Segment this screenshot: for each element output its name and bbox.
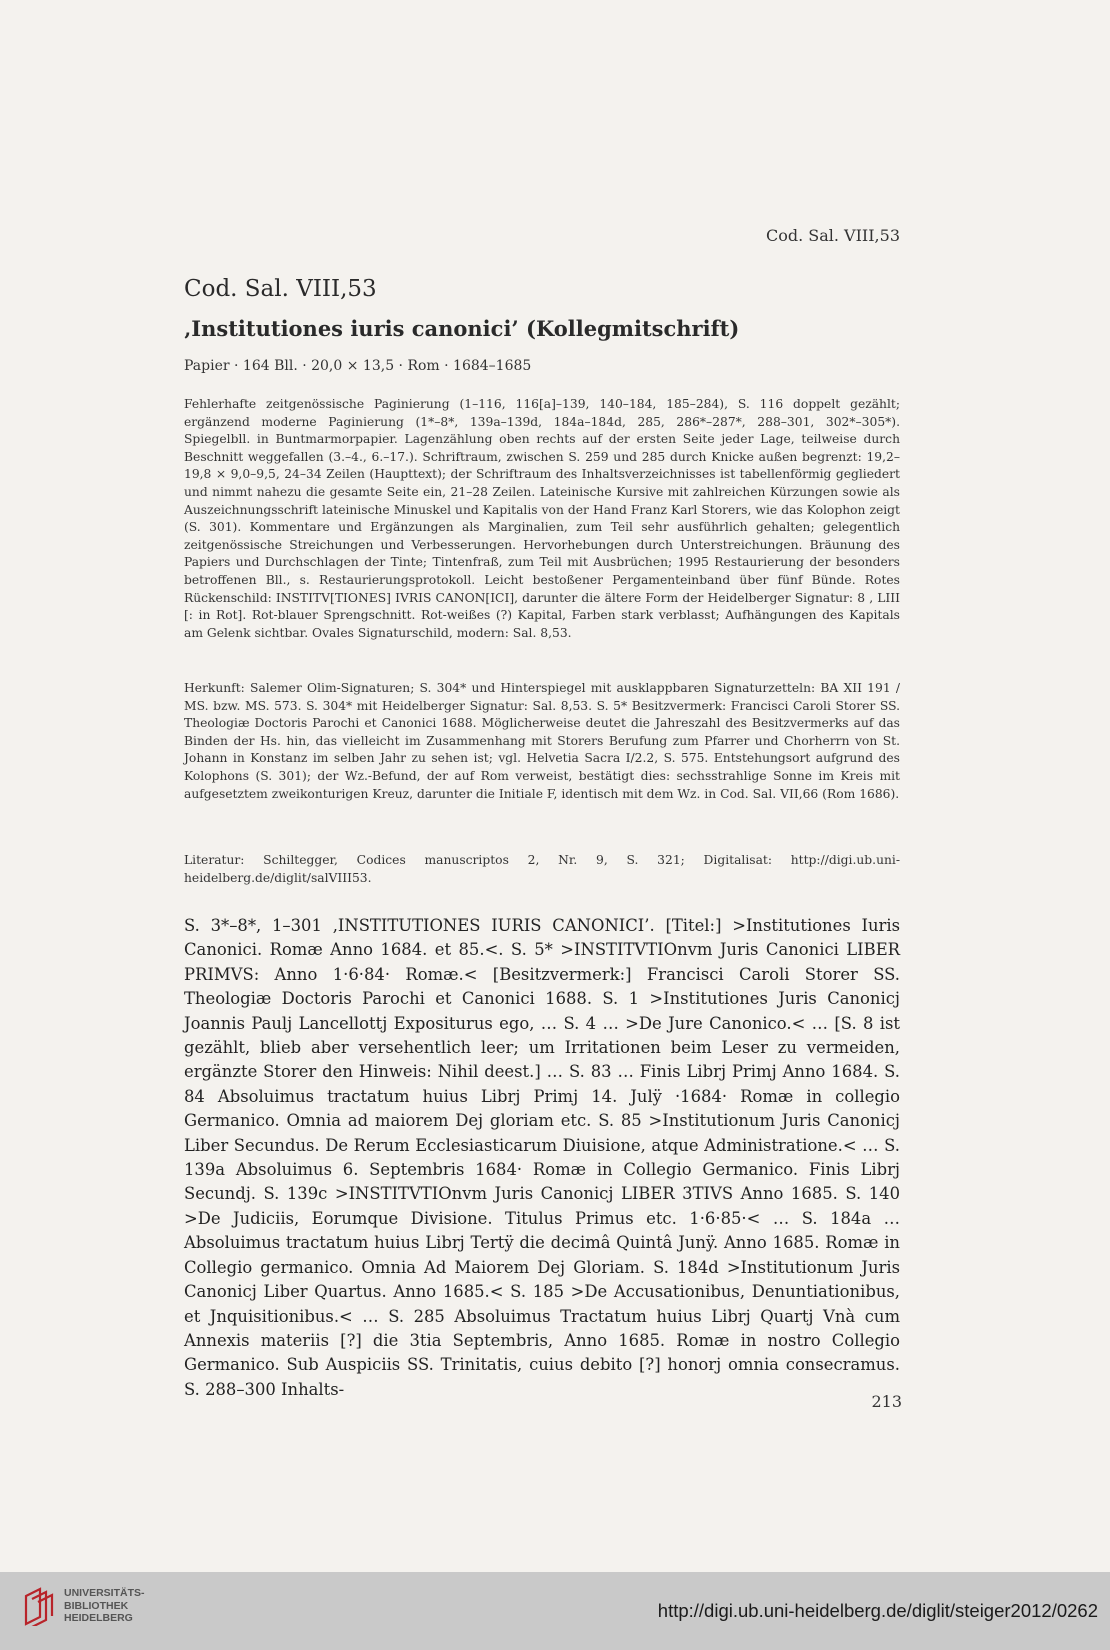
physical-description: Papier · 164 Bll. · 20,0 × 13,5 · Rom · 1684–1685 [184,358,532,374]
manuscript-subtitle: ‚Institutiones iuris canonici’ (Kollegmitschrift) [184,316,740,341]
content-description: S. 3*–8*, 1–301 ‚INSTITUTIONES IURIS CANONICI’. [Titel:] >Institutiones Iuris Canonici. Romæ Anno 1684. et 85.<. S. 5* >INSTITVTIOnvm Juris Canonici LIBER PRIMVS: Anno 1·6·84· Romæ.< [Besitzvermerk:] Francisci Caroli Storer SS. Theologiæ Doctoris Parochi et Canonici 1688. S. 1 >Institutiones Juris Canonicj Joannis Paulj Lancellottj Expositurus ego, … S. 4 … >De Jure Canonico.< … [S. 8 ist gezählt, blieb aber versehentlich leer; um Irritationen beim Leser zu vermeiden, ergänzte Storer den Hinweis: Nihil deest.] … S. 83 … Finis Librj Primj Anno 1684. S. 84 Absoluimus tractatum huius Librj Primj 14. Julÿ ·1684· Romæ in collegio Germanico. Omnia ad maiorem Dej gloriam etc. S. 85 >Institutionum Juris Canonicj Liber Secundus. De Rerum Ecclesiasticarum Diuisione, atque Administratione.< … S. 139a Absoluimus 6. Septembris 1684· Romæ in Collegio Germanico. Finis Librj Secundj. S. 139c >INSTITVTIOnvm Juris Canonicj LIBER 3TIVS Anno 1685. S. 140 >De Judiciis, Eorumque Divisione. Titulus Primus etc. 1·6·85·< … S. 184a … Absoluimus tractatum huius Librj Tertÿ die decimâ Quintâ Junÿ. Anno 1685. Romæ in Collegio germanico. Omnia Ad Maiorem Dej Gloriam. S. 184d >Institutionum Juris Canonicj Liber Quartus. Anno 1685.< S. 185 >De Accusationibus, Denuntiationibus, et Jnquisitionibus.< … S. 285 Absoluimus Tractatum huius Librj Quartj Vnà cum Annexis materiis [?] die 3tia Septembris, Anno 1685. Romæ in nostro Collegio Germanico. Sub Auspiciis SS. Trinitatis, cuius debito [?] honorj omnia consecramus. S. 288–300 Inhalts- [184,916,900,1399]
logo-line-3: HEIDELBERG [64,1612,133,1625]
source-url-link[interactable]: http://digi.ub.uni-heidelberg.de/diglit/steiger2012/0262 [657,1600,1098,1621]
footer-bar [0,1572,1110,1650]
provenance-paragraph: Herkunft: Salemer Olim-Signaturen; S. 304* und Hinterspiegel mit ausklappbaren Signaturzetteln: BA XII 191 / MS. bzw. MS. 573. S. 304* mit Heidelberger Signatur: Sal. 8,53. S. 5* Besitzvermerk: Francisci Caroli Storer SS. Theologiæ Doctoris Parochi et Canonici 1688. Möglicherweise deutet die Jahreszahl des Besitzvermerks auf das Binden der Hs. hin, das vielleicht im Zusammenhang mit Storers Berufung zum Pfarrer und Chorherrn von St. Johann in Konstanz im selben Jahr zu sehen ist; vgl. Helvetia Sacra I/2.2, S. 575. Entstehungsort aufgrund des Kolophons (S. 301); der Wz.-Befund, der auf Rom verweist, bestätigt dies: sechsstrahlige Sonne im Kreis mit aufgesetztem zweikonturigen Kreuz, darunter die Initiale F, identisch mit dem Wz. in Cod. Sal. VII,66 (Rom 1686). [184,681,900,801]
page-number: 213 [871,1392,902,1411]
page-title: Cod. Sal. VIII,53 [184,276,377,302]
literature-paragraph: Literatur: Schiltegger, Codices manuscriptos 2, Nr. 9, S. 321; Digitalisat: http://digi.ub.uni-heidelberg.de/diglit/salVIII53. [184,853,900,885]
library-logo-icon [22,1586,56,1626]
codicological-description: Fehlerhafte zeitgenössische Paginierung (1–116, 116[a]–139, 140–184, 185–284), S. 116 doppelt gezählt; ergänzend moderne Paginierung (1*–8*, 139a–139d, 184a–184d, 285, 286*–287*, 288–301, 302*–305*). Spiegelbll. in Buntmarmorpapier. Lagenzählung oben rechts auf der ersten Seite jeder Lage, teilweise durch Beschnitt weggefallen (3.–4., 6.–17.). Schriftraum, zwischen S. 259 und 285 durch Knicke außen begrenzt: 19,2–19,8 × 9,0–9,5, 24–34 Zeilen (Haupttext); der Schriftraum des Inhaltsverzeichnisses ist tabellenförmig gegliedert und nimmt nahezu die gesamte Seite ein, 21–28 Zeilen. Lateinische Kursive mit zahlreichen Kürzungen sowie als Auszeichnungsschrift lateinische Minuskel und Kapitalis von der Hand Franz Karl Storers, wie das Kolophon zeigt (S. 301). Kommentare und Ergänzungen als Marginalien, zum Teil sehr ausführlich gehalten; gelegentlich zeitgenössische Streichungen und Verbesserungen. Hervorhebungen durch Unterstreichungen. Bräunung des Papiers und Durchschlagen der Tinte; Tintenfraß, zum Teil mit Ausbrüchen; 1995 Restaurierung der besonders betroffenen Bll., s. Restaurierungsprotokoll. Leicht bestoßener Pergamenteinband über fünf Bünde. Rotes Rückenschild: INSTITV[TIONES] IVRIS CANON[ICI], darunter die ältere Form der Heidelberger Signatur: 8 , LIII [: in Rot]. Rot-blauer Sprengschnitt. Rot-weißes (?) Kapital, Farben stark verblasst; Aufhängungen des Kapitals am Gelenk sichtbar. Ovales Signaturschild, modern: Sal. 8,53. [184,397,900,640]
running-head: Cod. Sal. VIII,53 [765,226,900,245]
logo-line-1: UNIVERSITÄTS- [64,1587,145,1600]
library-logo-text [64,1587,145,1625]
logo-line-2: BIBLIOTHEK [64,1599,129,1612]
library-logo[interactable] [22,1586,145,1626]
